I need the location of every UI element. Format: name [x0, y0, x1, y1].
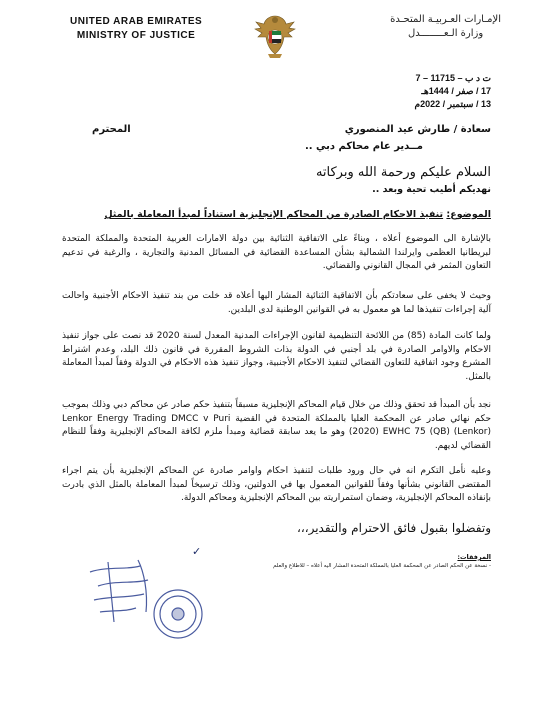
letterhead-ar-country: الإمـارات العـربيـة المتحـدة	[390, 14, 501, 25]
attachment-item: - نسخة عن الحكم الصادر عن المحكمة العليا بالمملكة المتحدة المشار اليه أعلاه – للاطلاع والعلم	[273, 563, 491, 569]
attachments-label: المرفقات:	[457, 553, 491, 561]
body-paragraph-1: بالإشارة الى الموضوع أعلاه ، وبناءً على الاتفاقية الثنائية بين دولة الامارات العربية المتحدة والمملكة المتحدة لبريطانيا العظمى وايرلندا الشمالية بشأن المساعدة القضائية في المسائل المدنية والتجارية ، والرغبة في تدعيم التعاون المثمر في المجال القانوني والقضائي.	[62, 234, 491, 271]
recipient-title: مــدير عام محاكم دبي ..	[304, 141, 423, 152]
letterhead-en-country: UNITED ARAB EMIRATES	[70, 16, 203, 27]
letterhead-ar	[390, 13, 501, 41]
letterhead-en	[70, 15, 202, 43]
letterhead-ar-ministry: وزارة الـعــــــــدل	[407, 28, 484, 39]
recipient-honorific: المحترم	[92, 124, 131, 135]
subject-label: الموضوع:	[446, 209, 491, 220]
subject-line	[104, 209, 491, 220]
body-paragraph-5: وعليه نأمل التكرم انه في حال ورود طلبات لتنفيذ احكام واوامر صادرة عن المحاكم الإنجليزية بأن يتم اجراء المقتضى القانوني بشأنها وفقاً للقوانين المعمول بها في الدولتين، وذلك ترسيخاً لمبدأ المعاملة بالمثل الذي بادرت بإنفاذه المحاكم الإنجليزية، وضمان استمراريته بين المحاكم الإنجليزية ومحاكم الدولة.	[62, 466, 491, 503]
signature-mark-icon: ✓	[192, 545, 202, 558]
letter-meta	[415, 72, 492, 111]
body-paragraph-3: ولما كانت المادة (85) من اللائحة التنظيمية لقانون الإجراءات المدنية المعدل لسنة 2020 قد نصت على جواز تنفيذ الاحكام والاوامر الصادرة في بلد أجنبي في الدولة بذات الشروط المقررة في قانون ذلك البلد، وعدم اشتراط المشرع وجود اتفاقية للتعاون القضائي لتنفيذ الاحكام الأجنبية، وجواز تنفيذ هذه الاحكام في الدولة وفقاً لمبدأ المعاملة بالمثل.	[62, 331, 491, 382]
hijri-date: 17 / صفر / 1444هـ	[421, 86, 491, 96]
body-paragraph-4: نجد بأن المبدأ قد تحقق وذلك من خلال قيام المحاكم الإنجليزية مسبقاً بتنفيذ حكم صادر عن محاكم دبي وذلك بموجب حكم نهائي صادر عن المحكمة العليا بالمملكة المتحدة في القضية Lenkor Energy Trading DMCC v Puri (2020) EWHC 75 (QB) (Lenkor) وهو ما يعد سابقة قضائية ومبدأ ملزم لكافة المحاكم الإنجليزية وفقاً للنظام القضائي لديهم.	[62, 400, 492, 451]
uae-emblem-icon	[252, 10, 298, 60]
salutation-line	[92, 124, 491, 138]
gregorian-date: 13 / سبتمبر / 2022م	[414, 99, 491, 109]
recipient-name: سعادة / طارش عيد المنصوري	[344, 124, 491, 135]
body-paragraph-2: وحيث لا يخفى على سعادتكم بأن الاتفاقية الثنائية المشار اليها أعلاه قد خلت من بند تنفيذ الاحكام الأجنبية واحالت آلية إجراءات تنفيذها لما هو معمول به في القوانين الوطنية لدى البلدين.	[62, 291, 491, 315]
greeting-line2: نهديكم أطيب تحية وبعد ..	[372, 184, 491, 195]
letterhead-en-ministry: MINISTRY OF JUSTICE	[76, 30, 196, 41]
greeting: السلام عليكم ورحمة الله وبركاته	[315, 165, 491, 180]
reference-number: ت د ب – 11715 – 7	[415, 73, 491, 83]
subject-text: تنفيذ الاحكام الصادرة من المحاكم الإنجليزية استناداً لمبدأ المعاملة بالمثل	[104, 209, 444, 220]
official-stamp-icon	[78, 552, 218, 647]
closing-line: وتفضلوا بقبول فائق الاحترام والتقدير،،،	[296, 521, 491, 535]
